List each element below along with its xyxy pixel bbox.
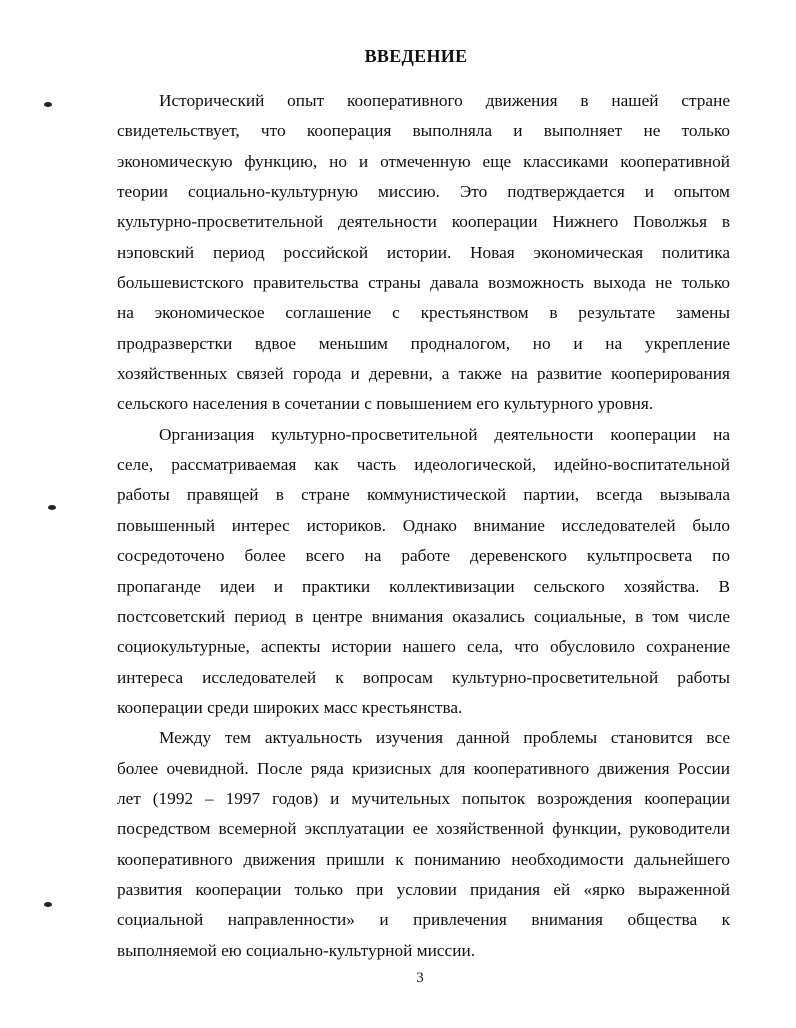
paragraph-line: Исторический опыт кооперативного движения в нашей стране <box>159 91 730 110</box>
paragraph-line: повышенный интерес историков. Однако внимание исследователей было <box>117 515 730 535</box>
scan-mark <box>48 505 56 510</box>
paragraph-line: Организация культурно-просветительной деятельности кооперации на <box>159 424 730 444</box>
paragraph-line: свидетельствует, что кооперация выполняла и выполняет не только <box>117 121 730 141</box>
paragraph-line: селе, рассматриваемая как часть идеологической, идейно-воспитательной <box>117 455 730 475</box>
paragraph-line: лет (1992 – 1997 годов) и мучительных попыток возрождения кооперации <box>117 788 730 808</box>
paragraph-line: социокультурные, аспекты истории нашего села, что обусловило сохранение <box>117 637 730 657</box>
paragraph-line: культурно-просветительной деятельности кооперации Нижнего Поволжья в <box>117 212 730 232</box>
paragraph-line: работы правящей в стране коммунистической партии, всегда вызывала <box>117 485 730 505</box>
paragraph-line: сосредоточено более всего на работе деревенского культпросвета по <box>117 546 730 566</box>
paragraph-line: выполняемой ею социально-культурной миссии. <box>117 940 476 960</box>
scan-mark <box>44 102 52 107</box>
document-body <box>117 86 730 966</box>
paragraph-line: продразверстки вдвое меньшим продналогом, но и на укрепление <box>117 333 730 353</box>
paragraph-line: теории социально-культурную миссию. Это подтверждается и опытом <box>117 182 730 202</box>
scan-mark <box>44 902 52 907</box>
paragraph-line: большевистского правительства страны давала возможность выхода не только <box>117 273 730 293</box>
paragraph-line: кооперации среди широких масс крестьянства. <box>117 697 463 717</box>
page-title: ВВЕДЕНИЕ <box>364 46 468 66</box>
paragraph-line: более очевидной. После ряда кризисных для кооперативного движения России <box>117 758 730 778</box>
paragraph-line: постсоветский период в центре внимания оказались социальные, в том числе <box>117 606 730 626</box>
page-number: 3 <box>416 970 424 986</box>
paragraph-line: развития кооперации только при условии придания ей «ярко выраженной <box>117 879 730 899</box>
paragraph-line: Между тем актуальность изучения данной проблемы становится все <box>159 728 730 748</box>
paragraph-line: пропаганде идеи и практики коллективизации сельского хозяйства. В <box>117 576 730 596</box>
paragraph-line: посредством всемерной эксплуатации ее хозяйственной функции, руководители <box>117 819 730 839</box>
paragraph-line: социальной направленности» и привлечения внимания общества к <box>117 910 730 930</box>
paragraph-line: интереса исследователей к вопросам культурно-просветительной работы <box>117 667 730 687</box>
paragraph-line: нэповский период российской истории. Новая экономическая политика <box>117 242 730 262</box>
paragraph-line: кооперативного движения пришли к пониманию необходимости дальнейшего <box>117 849 730 869</box>
paragraph-line: хозяйственных связей города и деревни, а также на развитие кооперирования <box>117 364 730 384</box>
paragraph-line: сельского населения в сочетании с повышением его культурного уровня. <box>117 394 654 414</box>
paragraph-line: экономическую функцию, но и отмеченную еще классиками кооперативной <box>117 151 730 171</box>
paragraph-line: на экономическое соглашение с крестьянством в результате замены <box>117 303 730 323</box>
